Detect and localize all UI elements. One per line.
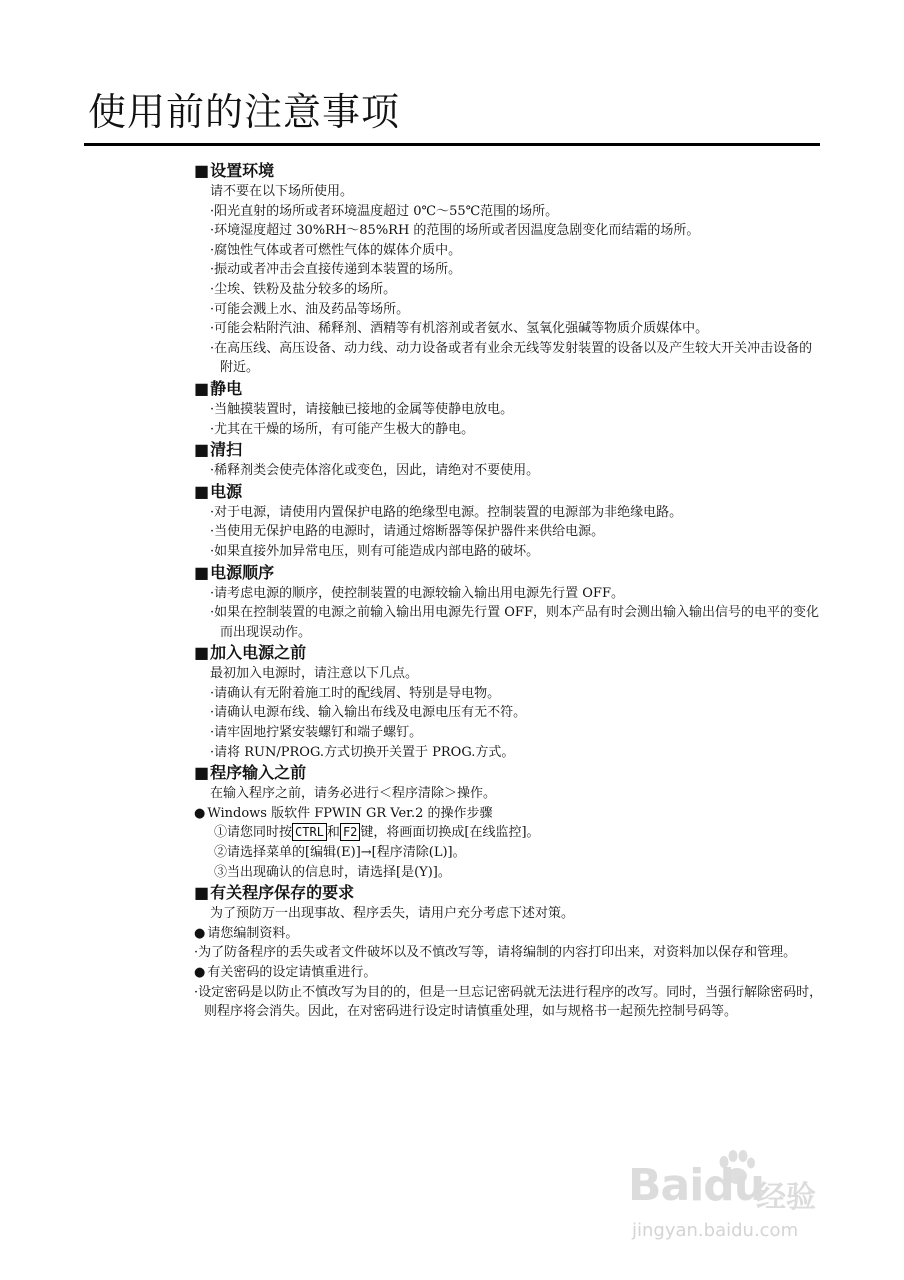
list-item: ·为了防备程序的丢失或者文件破坏以及不慎改写等，请将编制的内容打印出来，对资料加以保存和管理。: [194, 945, 797, 961]
step-3: ③当出现确认的信息时，请选择[是(Y)]。: [214, 864, 451, 880]
list-item: ·如果直接外加异常电压，则有可能造成内部电路的破坏。: [210, 543, 540, 559]
list-item: ·腐蚀性气体或者可燃性气体的媒体介质中。: [210, 242, 462, 258]
list-item: ·请确认电源布线、输入输出布线及电源电压有无不符。: [210, 705, 527, 721]
page-title: 使用前的注意事项: [88, 90, 401, 134]
circle-bullet-icon: ●: [194, 925, 206, 941]
step-1: ①请您同时按 CTRL 和 F2 键，将画面切换成[在线监控]。: [214, 825, 540, 841]
section-intro: 为了预防万一出现事故、程序丢失，请用户充分考虑下述对策。: [210, 906, 575, 922]
list-item: ·请牢固地拧紧安装螺钉和端子螺钉。: [210, 725, 423, 741]
section-program-input: [194, 762, 824, 882]
watermark-url: jingyan.baidu.com: [632, 1220, 799, 1241]
document-body: [194, 160, 824, 1022]
section-heading: ■静电: [194, 378, 243, 398]
list-item: ·请确认有无附着施工时的配线屑、特别是导电物。: [210, 685, 501, 701]
section-static: [194, 378, 824, 439]
save-item-password: ● 有关密码的设定请慎重进行。: [194, 965, 377, 980]
step-2: ②请选择菜单的[编辑(E)]→[程序清除(L)]。: [214, 845, 466, 861]
list-item: ·可能会溅上水、油及药品等场所。: [210, 301, 410, 317]
section-heading: ■加入电源之前: [194, 643, 307, 663]
list-item: ·当触摸装置时，请接触已接地的金属等使静电放电。: [210, 401, 514, 417]
save-item-documentation: ● 请您编制资料。: [194, 925, 299, 941]
section-heading: ■电源顺序: [194, 562, 275, 582]
watermark-logo-text: Baidu: [628, 1160, 765, 1211]
baidu-jingyan-watermark: [628, 1150, 848, 1250]
section-power: [194, 481, 824, 562]
section-heading: ■程序输入之前: [194, 763, 307, 783]
list-item: ·如果在控制装置的电源之前输入输出用电源先行置 OFF，则本产品有时会测出输入输出信号的电平的变化而出现误动作。: [210, 605, 819, 640]
square-bullet-icon: ■: [194, 562, 210, 582]
square-bullet-icon: ■: [194, 763, 210, 783]
list-item: ·请将 RUN/PROG.方式切换开关置于 PROG.方式。: [210, 744, 515, 760]
list-item: ·稀释剂类会使壳体溶化或变色，因此，请绝对不要使用。: [210, 463, 540, 479]
circle-bullet-icon: ●: [194, 965, 206, 980]
section-heading: ■电源: [194, 481, 243, 501]
section-heading: ■有关程序保存的要求: [194, 883, 355, 903]
section-heading: ■设置环境: [194, 161, 275, 180]
section-power-sequence: [194, 562, 824, 643]
section-heading: ■清扫: [194, 440, 243, 460]
square-bullet-icon: ■: [194, 883, 210, 903]
list-item: ·尘埃、铁粉及盐分较多的场所。: [210, 281, 397, 297]
section-intro: 请不要在以下场所使用。: [210, 184, 354, 199]
ctrl-key: CTRL: [292, 823, 327, 841]
list-item: ·可能会粘附汽油、稀释剂、酒精等有机溶剂或者氨水、氢氧化强碱等物质介质媒体中。: [210, 321, 709, 337]
square-bullet-icon: ■: [194, 161, 210, 180]
list-item: ·振动或者冲击会直接传递到本装置的场所。: [210, 262, 462, 278]
list-item: ·尤其在干燥的场所，有可能产生极大的静电。: [210, 421, 475, 437]
watermark-cn-text: 经验: [756, 1180, 816, 1215]
square-bullet-icon: ■: [194, 440, 210, 460]
square-bullet-icon: ■: [194, 481, 210, 501]
title-divider: [84, 143, 820, 146]
windows-procedure: ● Windows 版软件 FPWIN GR Ver.2 的操作步骤: [194, 805, 493, 821]
circle-bullet-icon: ●: [194, 805, 206, 821]
list-item: ·环境湿度超过 30%RH～85%RH 的范围的场所或者因温度急剧变化而结霜的场所。: [210, 223, 700, 239]
section-intro: 在输入程序之前，请务必进行＜程序清除＞操作。: [210, 786, 497, 802]
list-item: ·阳光直射的场所或者环境温度超过 0℃～55℃范围的场所。: [210, 203, 559, 219]
f2-key: F2: [340, 823, 360, 841]
section-cleaning: [194, 439, 824, 481]
list-item: ·在高压线、高压设备、动力线、动力设备或者有业余无线等发射装置的设备以及产生较大开关冲击设备的附近。: [210, 340, 813, 376]
square-bullet-icon: ■: [194, 378, 210, 398]
section-program-save: [194, 882, 824, 1022]
square-bullet-icon: ■: [194, 643, 210, 663]
list-item: ·对于电源，请使用内置保护电路的绝缘型电源。控制装置的电源部为非绝缘电路。: [210, 504, 683, 520]
list-item: ·当使用无保护电路的电源时，请通过熔断器等保护器件来供给电源。: [210, 524, 605, 540]
list-item: ·请考虑电源的顺序，使控制装置的电源较输入输出用电源先行置 OFF。: [210, 585, 624, 601]
section-intro: 最初加入电源时，请注意以下几点。: [210, 666, 419, 682]
section-before-power-on: [194, 642, 824, 762]
section-environment: [194, 160, 824, 378]
list-item: ·设定密码是以防止不慎改写为目的的，但是一旦忘记密码就无法进行程序的改写。同时，当强行解除密码时，则程序将会消失。因此，在对密码进行设定时请慎重处理，如与规格书一起预先控制号码等。: [194, 984, 823, 1020]
